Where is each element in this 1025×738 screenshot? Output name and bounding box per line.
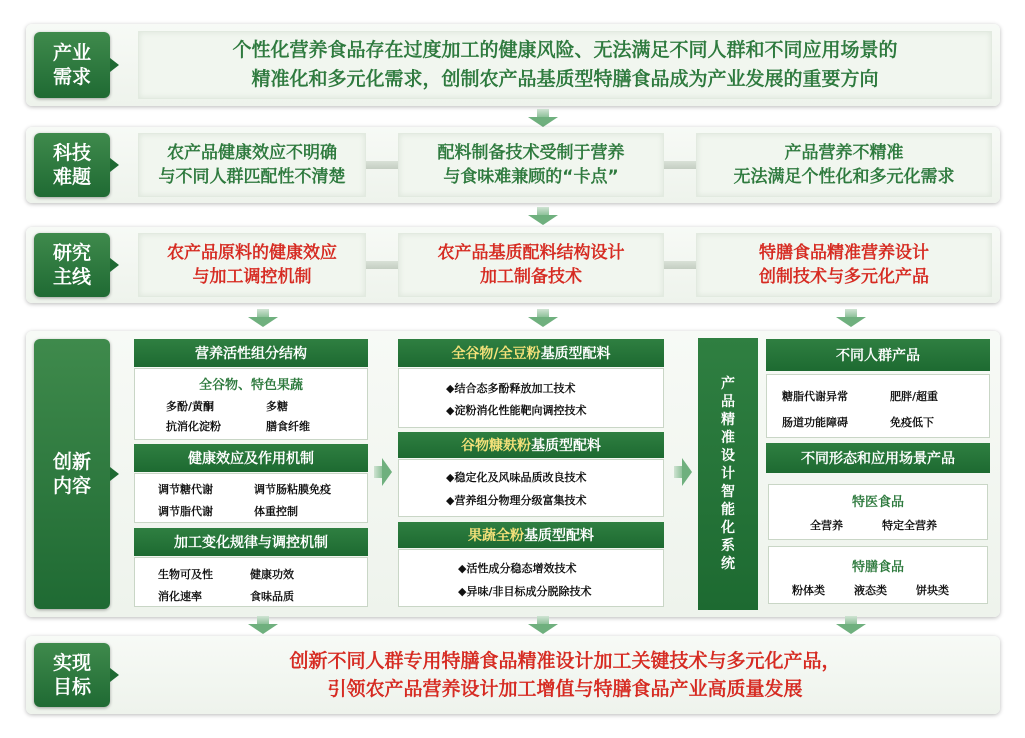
list-item: 调节糖代谢 xyxy=(158,483,213,496)
research-cell-2: 农产品基质配料结构设计 加工制备技术 xyxy=(398,233,664,297)
demand-tag: 产业 需求 xyxy=(34,32,110,98)
list-item: ◆营养组分物理分级富集技术 xyxy=(446,494,587,507)
challenge-cell-1: 农产品健康效应不明确 与不同人群匹配性不清楚 xyxy=(138,133,366,197)
goal-row xyxy=(26,636,1000,714)
list-item: 肠道功能障碍 xyxy=(782,416,848,429)
innovation-tag: 创新 内容 xyxy=(34,339,110,609)
col1-header-3: 加工变化规律与调控机制 xyxy=(134,528,368,556)
col1-header-2: 健康效应及作用机制 xyxy=(134,444,368,472)
arrow-down-4b xyxy=(528,616,558,634)
col1-box1-subtitle: 全谷物、特色果蔬 xyxy=(198,378,303,393)
arrow-down-4c xyxy=(836,616,866,634)
list-item: ◆异味/非目标成分脱除技术 xyxy=(458,585,592,598)
research-cell-1: 农产品原料的健康效应 与加工调控机制 xyxy=(138,233,366,297)
col2-header-1: 全谷物/全豆粉 基质型配料 xyxy=(398,339,664,367)
col3-header-1: 不同人群产品 xyxy=(766,339,990,371)
challenges-connector-1 xyxy=(366,161,398,169)
demand-text-box xyxy=(138,31,992,99)
research-cell-3: 特膳食品精准营养设计 创制技术与多元化产品 xyxy=(696,233,992,297)
challenges-connector-2 xyxy=(664,161,696,169)
list-item: 体重控制 xyxy=(254,505,298,518)
demand-text: 个性化营养食品存在过度加工的健康风险、无法满足不同人群和不同应用场景的 精准化和多元化需求，创制农产品基质型特膳食品成为产业发展的重要方向 xyxy=(232,39,898,90)
list-item: 多糖 xyxy=(266,400,288,413)
list-item: ◆淀粉消化性能靶向调控技术 xyxy=(446,404,587,417)
arrow-down-4a xyxy=(248,616,278,634)
list-item: 健康功效 xyxy=(250,568,294,581)
list-item: 调节肠粘膜免疫 xyxy=(254,483,331,496)
research-connector-2 xyxy=(664,261,696,269)
list-item: 多酚/黄酮 xyxy=(166,400,215,413)
smart-design-system-bar: 产品精准设计智能化系统 xyxy=(698,338,758,610)
list-item: 生物可及性 xyxy=(158,568,213,581)
list-item: 糖脂代谢异常 xyxy=(782,390,848,403)
col2-box-1 xyxy=(398,368,664,428)
list-item: ◆结合态多酚释放加工技术 xyxy=(446,382,576,395)
list-item: 粉体类 xyxy=(792,584,825,597)
challenges-tag: 科技 难题 xyxy=(34,133,110,197)
special-diet-title: 特膳食品 xyxy=(851,560,904,575)
demand-row xyxy=(26,24,1000,106)
challenge-cell-3: 产品营养不精准 无法满足个性化和多元化需求 xyxy=(696,133,992,197)
list-item: 饼块类 xyxy=(916,584,949,597)
list-item: 液态类 xyxy=(854,584,887,597)
goal-text-box xyxy=(138,643,992,707)
list-item: 消化速率 xyxy=(158,590,202,603)
col2-box-2 xyxy=(398,459,664,517)
research-tag: 研究 主线 xyxy=(34,233,110,297)
goal-tag: 实现 目标 xyxy=(34,643,110,707)
list-item: 食味品质 xyxy=(250,590,294,603)
col2-header-2: 谷物糠麸粉 基质型配料 xyxy=(398,432,664,458)
arrow-down-1 xyxy=(528,109,558,127)
list-item: 特定全营养 xyxy=(882,519,937,532)
research-connector-1 xyxy=(366,261,398,269)
list-item: 膳食纤维 xyxy=(266,420,310,433)
list-item: 调节脂代谢 xyxy=(158,505,213,518)
fsmp-title: 特医食品 xyxy=(851,495,904,510)
arrow-right-2 xyxy=(674,458,692,486)
arrow-right-1 xyxy=(374,458,392,486)
goal-text: 创新不同人群专用特膳食品精准设计加工关键技术与多元化产品， 引领农产品营养设计加工增值与特膳食品产业高质量发展 xyxy=(289,650,841,700)
challenge-cell-2: 配料制备技术受制于营养 与食味难兼顾的“卡点” xyxy=(398,133,664,197)
challenges-row xyxy=(26,127,1000,203)
arrow-down-2 xyxy=(528,207,558,225)
col3-header-2: 不同形态和应用场景产品 xyxy=(766,443,990,473)
list-item: 肥胖/超重 xyxy=(890,390,939,403)
arrow-down-3c xyxy=(836,309,866,327)
arrow-down-3a xyxy=(248,309,278,327)
list-item: 全营养 xyxy=(810,519,843,532)
list-item: 免疫低下 xyxy=(890,416,934,429)
list-item: 抗消化淀粉 xyxy=(166,420,221,433)
list-item: ◆活性成分稳态增效技术 xyxy=(458,562,577,575)
list-item: ◆稳定化及风味品质改良技术 xyxy=(446,471,587,484)
col2-header-3: 果蔬全粉 基质型配料 xyxy=(398,522,664,548)
research-row xyxy=(26,227,1000,303)
arrow-down-3b xyxy=(528,309,558,327)
col1-header-1: 营养活性组分结构 xyxy=(134,339,368,367)
